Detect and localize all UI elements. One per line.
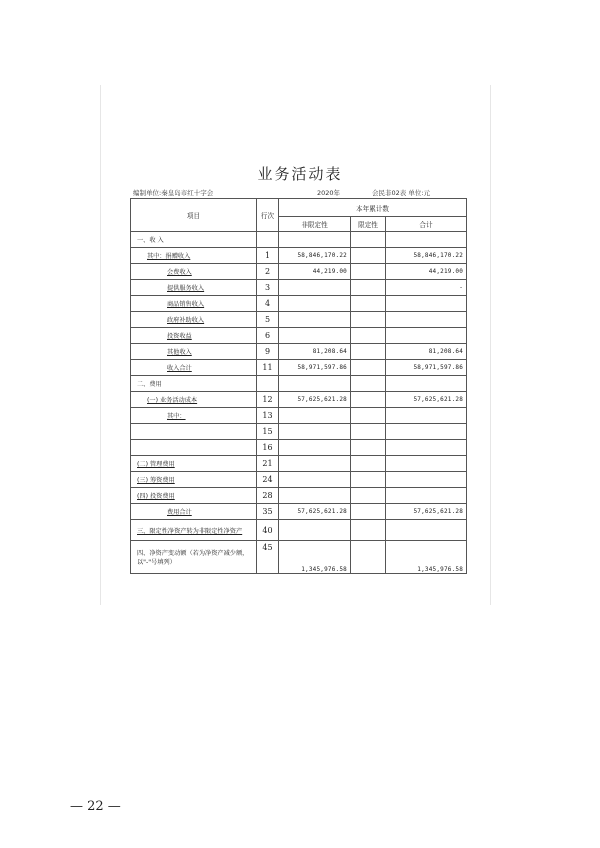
row-restricted	[351, 312, 386, 328]
row-total: 58,846,170.22	[386, 248, 467, 264]
header-line: 行次	[257, 199, 279, 232]
row-restricted	[351, 541, 386, 574]
row-restricted	[351, 264, 386, 280]
row-restricted	[351, 456, 386, 472]
row-label: 三、限定性净资产转为非限定性净资产	[131, 520, 257, 541]
row-restricted	[351, 376, 386, 392]
row-restricted	[351, 392, 386, 408]
row-label: (一) 业务活动成本	[131, 392, 257, 408]
row-label: 收入合计	[131, 360, 257, 376]
row-unrestricted	[279, 440, 351, 456]
row-total	[386, 408, 467, 424]
header-total: 合计	[386, 217, 467, 232]
row-label: 商品销售收入	[131, 296, 257, 312]
row-total	[386, 440, 467, 456]
table-row	[131, 360, 467, 376]
table-row	[131, 456, 467, 472]
row-restricted	[351, 328, 386, 344]
row-unrestricted	[279, 296, 351, 312]
table-row	[131, 424, 467, 440]
table-row	[131, 248, 467, 264]
header-item: 项目	[131, 199, 257, 232]
row-restricted	[351, 248, 386, 264]
table-row	[131, 408, 467, 424]
row-line	[257, 376, 279, 392]
row-total: 57,625,621.28	[386, 392, 467, 408]
row-total	[386, 520, 467, 541]
row-restricted	[351, 424, 386, 440]
row-total: 81,208.64	[386, 344, 467, 360]
row-restricted	[351, 344, 386, 360]
reporting-unit: 编制单位:秦皇岛市红十字会	[133, 189, 214, 197]
row-total	[386, 424, 467, 440]
row-unrestricted	[279, 232, 351, 248]
row-restricted	[351, 408, 386, 424]
row-restricted	[351, 280, 386, 296]
row-total	[386, 232, 467, 248]
row-label: (四) 投资费用	[131, 488, 257, 504]
row-total: 1,345,976.58	[386, 541, 467, 574]
row-unrestricted	[279, 280, 351, 296]
table-row	[131, 440, 467, 456]
row-line: 12	[257, 392, 279, 408]
row-restricted	[351, 488, 386, 504]
table-row	[131, 472, 467, 488]
row-line: 1	[257, 248, 279, 264]
table-row	[131, 264, 467, 280]
row-unrestricted	[279, 456, 351, 472]
row-label: 其中：	[131, 408, 257, 424]
row-label: 投资收益	[131, 328, 257, 344]
row-label	[131, 424, 257, 440]
row-line: 9	[257, 344, 279, 360]
row-restricted	[351, 520, 386, 541]
row-line: 6	[257, 328, 279, 344]
row-restricted	[351, 360, 386, 376]
row-line: 45	[257, 541, 279, 574]
row-label: 会费收入	[131, 264, 257, 280]
row-line: 15	[257, 424, 279, 440]
row-label: 提供服务收入	[131, 280, 257, 296]
row-line: 11	[257, 360, 279, 376]
row-line: 21	[257, 456, 279, 472]
row-label: (三) 筹资费用	[131, 472, 257, 488]
row-restricted	[351, 472, 386, 488]
row-total	[386, 296, 467, 312]
row-unrestricted	[279, 408, 351, 424]
table-header-row	[131, 199, 467, 217]
row-total	[386, 488, 467, 504]
table-row	[131, 392, 467, 408]
row-label: (二) 管理费用	[131, 456, 257, 472]
row-line: 40	[257, 520, 279, 541]
row-total	[386, 456, 467, 472]
table-row	[131, 328, 467, 344]
table-row	[131, 541, 467, 574]
row-unrestricted	[279, 376, 351, 392]
report-year: 2020年	[317, 189, 341, 197]
table-row	[131, 376, 467, 392]
row-total	[386, 376, 467, 392]
table-row	[131, 296, 467, 312]
table-row	[131, 232, 467, 248]
row-line: 4	[257, 296, 279, 312]
row-line: 28	[257, 488, 279, 504]
table-row	[131, 504, 467, 520]
table-row	[131, 488, 467, 504]
row-unrestricted	[279, 424, 351, 440]
row-label: 费用合计	[131, 504, 257, 520]
row-label: 二、费用	[131, 376, 257, 392]
row-total	[386, 328, 467, 344]
row-unrestricted	[279, 312, 351, 328]
business-activity-table	[130, 198, 467, 574]
row-line: 13	[257, 408, 279, 424]
row-total: 44,219.00	[386, 264, 467, 280]
row-unrestricted: 1,345,976.58	[279, 541, 351, 574]
row-restricted	[351, 296, 386, 312]
row-unrestricted	[279, 328, 351, 344]
page-number: — 22 —	[70, 799, 121, 814]
row-line: 5	[257, 312, 279, 328]
row-line: 24	[257, 472, 279, 488]
header-restricted: 限定性	[351, 217, 386, 232]
table-row	[131, 280, 467, 296]
row-total	[386, 312, 467, 328]
table-row	[131, 312, 467, 328]
row-unrestricted	[279, 520, 351, 541]
row-line: 3	[257, 280, 279, 296]
row-line: 35	[257, 504, 279, 520]
row-restricted	[351, 504, 386, 520]
row-unrestricted: 58,846,170.22	[279, 248, 351, 264]
table-row	[131, 520, 467, 541]
row-unrestricted: 81,208.64	[279, 344, 351, 360]
row-total: 58,971,597.86	[386, 360, 467, 376]
header-group: 本年累计数	[279, 199, 467, 217]
row-unrestricted: 58,971,597.86	[279, 360, 351, 376]
header-unrestricted: 非限定性	[279, 217, 351, 232]
row-label: 其中：捐赠收入	[131, 248, 257, 264]
row-label: 政府补助收入	[131, 312, 257, 328]
document-title: 业务活动表	[257, 165, 343, 183]
row-unrestricted	[279, 472, 351, 488]
row-line: 2	[257, 264, 279, 280]
table-row	[131, 344, 467, 360]
row-unrestricted: 44,219.00	[279, 264, 351, 280]
row-label: 其他收入	[131, 344, 257, 360]
row-restricted	[351, 232, 386, 248]
row-line	[257, 232, 279, 248]
row-restricted	[351, 440, 386, 456]
row-unrestricted: 57,625,621.28	[279, 504, 351, 520]
row-label	[131, 440, 257, 456]
row-label: 一、收 入	[131, 232, 257, 248]
row-total: -	[386, 280, 467, 296]
form-and-unit: 会民非02表 单位:元	[372, 189, 431, 197]
row-unrestricted: 57,625,621.28	[279, 392, 351, 408]
row-line: 16	[257, 440, 279, 456]
row-unrestricted	[279, 488, 351, 504]
row-label: 四、净资产变动额（若为净资产减少额，以"-"号填列）	[131, 541, 257, 574]
row-total	[386, 472, 467, 488]
row-total: 57,625,621.28	[386, 504, 467, 520]
